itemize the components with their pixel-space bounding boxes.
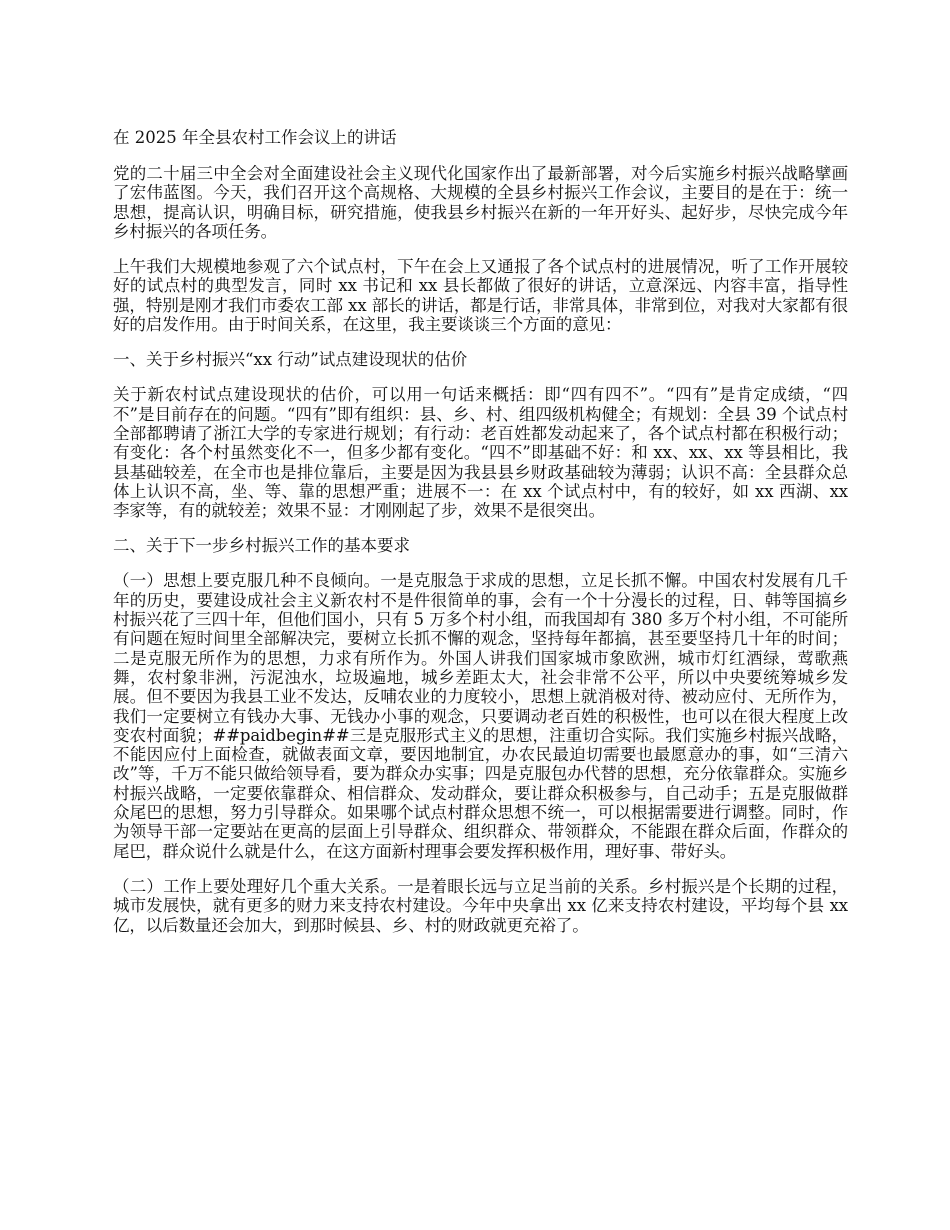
section-heading-2: 二、关于下一步乡村振兴工作的基本要求 [113,536,410,556]
document-title: 在 2025 年全县农村工作会议上的讲话 [113,128,397,147]
intro-paragraph: 党的二十届三中全会对全面建设社会主义现代化国家作出了最新部署，对今后实施乡村振兴战略擘画了宏伟蓝图。今天，我们召开这个高规格、大规模的全县乡村振兴工作会议，主要目的是在于：统一思想，提高认识，明确目标，研究措施，使我县乡村振兴在新的一年开好头、起好步，尽快完成今年乡村振兴的各项任务。 [113,164,848,241]
section-heading-1: 一、关于乡村振兴“xx 行动”试点建设现状的估价 [113,350,468,370]
context-paragraph: 上午我们大规模地参观了六个试点村，下午在会上又通报了各个试点村的进展情况，听了工作开展较好的试点村的典型发言，同时 xx 书记和 xx 县长都做了很好的讲话，立意深远、内容丰富，指导性强，特别是刚才我们市委农工部 xx 部长的讲话，都是行话，非常具体，非常到位，对我对大家都有很好的启发作用。由于时间关系，在这里，我主要谈谈三个方面的意见： [113,257,848,335]
document-body [113,128,848,951]
section1-paragraph: 关于新农村试点建设现状的估价，可以用一句话来概括：即“四有四不”。“四有”是肯定成绩，“四不”是目前存在的问题。“四有”即有组织：县、乡、村、组四级机构健全；有规划：全县 39 个试点村全部都聘请了浙江大学的专家进行规划；有行动：老百姓都发动起来了，各个试点村都在积极行动；有变化：各个村虽然变化不一，但多少都有变化。“四不”即基础不好：和 xx、xx、xx 等县相比，我县基础较差，在全市也是排位靠后，主要是因为我县县乡财政基础较为薄弱；认识不高：全县群众总体上认识不高，坐、等、靠的思想严重；进展不一：在 xx 个试点村中，有的较好，如 xx 西湖、xx 李家等，有的就较差；效果不显：才刚刚起了步，效果不是很突出。 [113,385,848,521]
section2-paragraph-2: （二）工作上要处理好几个重大关系。一是着眼长远与立足当前的关系。乡村振兴是个长期的过程，城市发展快，就有更多的财力来支持农村建设。今年中央拿出 xx 亿来支持农村建设，平均每个县 xx 亿，以后数量还会加大，到那时候县、乡、村的财政就更充裕了。 [113,876,848,935]
section2-paragraph-1: （一）思想上要克服几种不良倾向。一是克服急于求成的思想，立足长抓不懈。中国农村发展有几千年的历史，要建设成社会主义新农村不是件很简单的事，会有一个十分漫长的过程，日、韩等国搞乡村振兴花了三四十年，但他们国小，只有 5 万多个村小组，而我国却有 380 多万个村小组，不可能所有问题在短时间里全部解决完，要树立长抓不懈的观念，坚持每年都搞，甚至要坚持几十年的时间；二是克服无所作为的思想，力求有所作为。外国人讲我们国家城市象欧洲，城市灯红酒绿，莺歌燕舞，农村象非洲，污泥浊水，垃圾遍地，城乡差距太大，社会非常不公平，所以中央要统筹城乡发展。但不要因为我县工业不发达，反哺农业的力度较小，思想上就消极对待、被动应付、无所作为，我们一定要树立有钱办大事、无钱办小事的观念，只要调动老百姓的积极性，也可以在很大程度上改变农村面貌；##paidbegin##三是克服形式主义的思想，注重切合实际。我们实施乡村振兴战略，不能因应付上面检查，就做表面文章，要因地制宜，办农民最迫切需要也最愿意办的事，如“三清六改”等，千万不能只做给领导看，要为群众办实事；四是克服包办代替的思想，充分依靠群众。实施乡村振兴战略，一定要依靠群众、相信群众、发动群众，要让群众积极参与，自己动手；五是克服做群众尾巴的思想，努力引导群众。如果哪个试点村群众思想不统一，可以根据需要进行调整。同时，作为领导干部一定要站在更高的层面上引导群众、组织群众、带领群众，不能跟在群众后面，作群众的尾巴，群众说什么就是什么，在这方面新村理事会要发挥积极作用，理好事、带好头。 [113,571,848,861]
